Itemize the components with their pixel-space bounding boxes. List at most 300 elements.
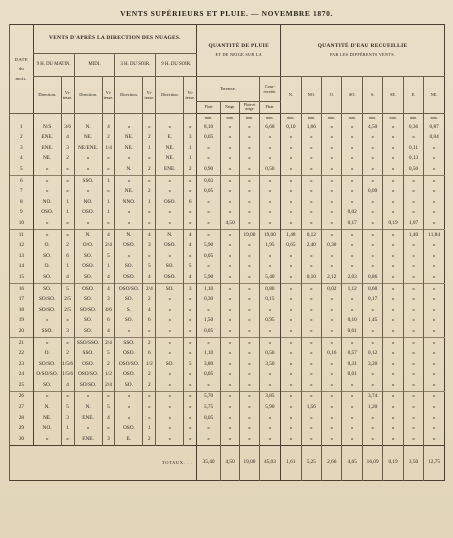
- table-cell: »: [240, 370, 259, 381]
- table-row: [10, 326, 445, 337]
- table-cell: »: [342, 143, 362, 154]
- table-cell: 0,65: [281, 241, 301, 252]
- table-cell: »: [156, 402, 184, 413]
- table-cell: »: [322, 208, 342, 219]
- table-cell: »: [220, 380, 239, 391]
- table-cell: 5: [184, 262, 197, 273]
- table-cell: »: [33, 434, 61, 445]
- courtyard-header: Cour-recette.: [259, 77, 281, 102]
- table-cell: 6: [184, 197, 197, 208]
- table-cell: »: [61, 337, 74, 348]
- table-cell: S.: [115, 305, 143, 316]
- table-cell: 2/4: [143, 283, 156, 294]
- table-cell: »: [362, 262, 382, 273]
- table-cell: »: [281, 380, 301, 391]
- table-cell: »: [240, 316, 259, 327]
- table-cell: 0,30: [322, 241, 342, 252]
- table-row: [10, 272, 445, 283]
- table-cell: »: [33, 175, 61, 186]
- table-cell: »: [115, 413, 143, 424]
- table-cell: »: [403, 380, 423, 391]
- table-cell: 5: [102, 251, 115, 262]
- table-cell: 0,01: [342, 370, 362, 381]
- table-cell: »: [424, 208, 445, 219]
- table-cell: ENE.: [33, 143, 61, 154]
- table-cell: NE.: [33, 154, 61, 165]
- table-cell: »: [281, 187, 301, 198]
- terrace-snow-header: Neige.: [220, 102, 239, 114]
- table-cell: »: [74, 187, 102, 198]
- table-cell: »: [362, 434, 382, 445]
- table-cell: »: [362, 133, 382, 144]
- table-cell: »: [301, 187, 321, 198]
- table-cell: »: [259, 197, 281, 208]
- table-cell: »: [143, 391, 156, 402]
- empty-cell: [10, 114, 34, 123]
- table-cell: »: [322, 337, 342, 348]
- table-cell: »: [424, 272, 445, 283]
- table-cell: »: [281, 370, 301, 381]
- table-cell: »: [342, 305, 362, 316]
- table-cell: »: [424, 295, 445, 306]
- table-cell: N/S: [33, 122, 61, 133]
- wind-col-NE: NE.: [424, 77, 445, 114]
- unit-cell: mm.: [281, 114, 301, 123]
- table-cell: 0,05: [197, 251, 221, 262]
- table-cell: 8,10: [197, 122, 221, 133]
- table-cell: 2/5: [61, 305, 74, 316]
- table-cell: SO/SO.: [74, 380, 102, 391]
- day-cell: 1: [10, 122, 34, 133]
- table-cell: 3: [102, 295, 115, 306]
- date-header-line2: du: [18, 66, 24, 72]
- table-cell: »: [156, 208, 184, 219]
- table-cell: »: [322, 197, 342, 208]
- table-cell: »: [301, 251, 321, 262]
- table-cell: »: [156, 434, 184, 445]
- table-cell: »: [156, 424, 184, 435]
- table-cell: ENE.: [33, 133, 61, 144]
- table-cell: 19,00: [259, 229, 281, 240]
- table-cell: »: [322, 122, 342, 133]
- table-cell: »: [281, 402, 301, 413]
- table-cell: »: [403, 348, 423, 359]
- table-cell: 2: [143, 370, 156, 381]
- table-cell: »: [220, 251, 239, 262]
- unit-cell: mm.: [220, 114, 239, 123]
- table-row: [10, 175, 445, 186]
- table-cell: »: [424, 164, 445, 175]
- table-cell: »: [281, 348, 301, 359]
- table-cell: »: [184, 218, 197, 229]
- table-cell: »: [362, 229, 382, 240]
- table-cell: »: [197, 218, 221, 229]
- direction-header: Direction.: [33, 77, 61, 114]
- day-cell: 8: [10, 197, 34, 208]
- period-header-noon: MIDI.: [74, 54, 115, 77]
- table-cell: SO.: [74, 316, 102, 327]
- table-cell: »: [301, 391, 321, 402]
- direction-header: Direction.: [115, 77, 143, 114]
- table-cell: »: [220, 370, 239, 381]
- table-cell: 2: [143, 164, 156, 175]
- table-cell: »: [281, 434, 301, 445]
- table-row: [10, 218, 445, 229]
- table-cell: »: [342, 241, 362, 252]
- empty-cell: [74, 114, 102, 123]
- table-row: [10, 434, 445, 445]
- table-cell: »: [301, 348, 321, 359]
- table-cell: »: [322, 359, 342, 370]
- table-cell: OSO.: [115, 241, 143, 252]
- table-cell: »: [259, 154, 281, 165]
- table-cell: »: [184, 326, 197, 337]
- table-cell: »: [220, 295, 239, 306]
- total-cell: 3,50: [403, 445, 423, 480]
- table-row: [10, 305, 445, 316]
- table-cell: »: [301, 197, 321, 208]
- table-cell: 3: [102, 434, 115, 445]
- unit-cell: mm.: [197, 114, 221, 123]
- table-cell: »: [156, 380, 184, 391]
- table-cell: »: [424, 402, 445, 413]
- day-cell: 23: [10, 359, 34, 370]
- table-cell: »: [383, 348, 403, 359]
- table-cell: N.: [74, 402, 102, 413]
- table-cell: 1: [102, 175, 115, 186]
- table-cell: OSO.: [115, 424, 143, 435]
- table-cell: SO/SO.: [33, 295, 61, 306]
- table-cell: »: [240, 187, 259, 198]
- table-cell: »: [322, 380, 342, 391]
- table-cell: »: [342, 295, 362, 306]
- table-cell: »: [362, 164, 382, 175]
- table-cell: »: [184, 348, 197, 359]
- table-cell: »: [322, 424, 342, 435]
- table-cell: »: [424, 424, 445, 435]
- table-cell: »: [322, 229, 342, 240]
- total-cell: 45,03: [259, 445, 281, 480]
- table-cell: »: [403, 208, 423, 219]
- table-cell: 4: [143, 272, 156, 283]
- table-cell: »: [220, 143, 239, 154]
- table-cell: »: [362, 424, 382, 435]
- table-cell: »: [281, 295, 301, 306]
- table-cell: OSO.: [33, 208, 61, 219]
- table-cell: »: [383, 175, 403, 186]
- table-cell: »: [301, 283, 321, 294]
- table-cell: »: [240, 241, 259, 252]
- table-cell: 3: [184, 133, 197, 144]
- table-cell: OSO.: [115, 272, 143, 283]
- table-cell: SO.: [74, 251, 102, 262]
- table-cell: »: [322, 251, 342, 262]
- table-cell: 2/5: [61, 295, 74, 306]
- table-row: [10, 402, 445, 413]
- table-cell: »: [61, 187, 74, 198]
- table-cell: »: [156, 348, 184, 359]
- table-cell: NO.: [33, 424, 61, 435]
- table-cell: »: [61, 175, 74, 186]
- table-cell: 0,05: [197, 413, 221, 424]
- table-cell: NE.: [33, 413, 61, 424]
- table-cell: »: [184, 251, 197, 262]
- table-cell: »: [240, 218, 259, 229]
- table-cell: »: [362, 143, 382, 154]
- table-cell: »: [424, 262, 445, 273]
- table-cell: »: [383, 359, 403, 370]
- table-cell: »: [197, 197, 221, 208]
- table-row: [10, 143, 445, 154]
- table-cell: »: [259, 337, 281, 348]
- table-cell: ENE.: [156, 164, 184, 175]
- table-cell: »: [240, 402, 259, 413]
- table-cell: »: [184, 295, 197, 306]
- table-cell: »: [322, 305, 342, 316]
- day-cell: 4: [10, 154, 34, 165]
- table-cell: »: [342, 175, 362, 186]
- table-cell: »: [281, 175, 301, 186]
- table-cell: »: [281, 208, 301, 219]
- table-cell: »: [301, 316, 321, 327]
- rain-quantity-title: QUANTITÉ DE PLUIE: [208, 43, 269, 50]
- table-cell: »: [301, 133, 321, 144]
- table-cell: »: [240, 262, 259, 273]
- day-cell: 19: [10, 316, 34, 327]
- unit-cell: mm.: [322, 114, 342, 123]
- day-cell: 16: [10, 283, 34, 294]
- table-cell: »: [259, 133, 281, 144]
- table-row: [10, 262, 445, 273]
- table-row: [10, 370, 445, 381]
- table-cell: SSO.: [74, 348, 102, 359]
- table-cell: »: [220, 241, 239, 252]
- table-cell: »: [240, 208, 259, 219]
- table-cell: »: [33, 391, 61, 402]
- table-cell: 4: [102, 229, 115, 240]
- table-cell: 0,17: [342, 218, 362, 229]
- table-cell: 0,86: [362, 272, 382, 283]
- table-cell: »: [220, 154, 239, 165]
- table-cell: »: [322, 295, 342, 306]
- table-cell: »: [197, 424, 221, 435]
- table-cell: »: [220, 348, 239, 359]
- table-cell: »: [403, 175, 423, 186]
- table-row: [10, 413, 445, 424]
- table-cell: »: [403, 283, 423, 294]
- day-cell: 25: [10, 380, 34, 391]
- table-cell: »: [281, 337, 301, 348]
- total-cell: 16,09: [362, 445, 382, 480]
- unit-cell: mm.: [259, 114, 281, 123]
- table-cell: 5: [61, 283, 74, 294]
- table-cell: 0,05: [197, 187, 221, 198]
- unit-cell: mm.: [240, 114, 259, 123]
- table-cell: »: [322, 164, 342, 175]
- table-cell: 1/2: [143, 359, 156, 370]
- table-cell: »: [197, 229, 221, 240]
- table-cell: 3/6: [61, 122, 74, 133]
- table-cell: SO.: [115, 295, 143, 306]
- table-cell: 1,50: [197, 316, 221, 327]
- table-cell: »: [220, 326, 239, 337]
- table-cell: »: [342, 251, 362, 262]
- total-cell: 2,66: [322, 445, 342, 480]
- table-cell: 4: [102, 272, 115, 283]
- table-cell: »: [156, 391, 184, 402]
- total-cell: 0,19: [383, 445, 403, 480]
- day-cell: 20: [10, 326, 34, 337]
- table-cell: NNO.: [115, 197, 143, 208]
- table-cell: SO.: [74, 295, 102, 306]
- table-cell: »: [61, 229, 74, 240]
- table-cell: 3: [184, 283, 197, 294]
- table-cell: »: [259, 208, 281, 219]
- table-cell: »: [383, 133, 403, 144]
- table-cell: »: [424, 413, 445, 424]
- table-cell: N.: [33, 402, 61, 413]
- table-cell: 4: [184, 241, 197, 252]
- table-cell: »: [281, 424, 301, 435]
- table-cell: 0,04: [424, 133, 445, 144]
- table-cell: »: [156, 251, 184, 262]
- table-cell: OSO/SO.: [74, 370, 102, 381]
- table-cell: 1: [61, 424, 74, 435]
- table-cell: 4: [61, 133, 74, 144]
- table-cell: 3,80: [197, 359, 221, 370]
- table-cell: »: [220, 337, 239, 348]
- day-cell: 6: [10, 175, 34, 186]
- table-cell: »: [240, 143, 259, 154]
- day-cell: 26: [10, 391, 34, 402]
- table-cell: »: [424, 251, 445, 262]
- table-cell: »: [383, 283, 403, 294]
- table-cell: SO.: [33, 380, 61, 391]
- table-cell: 1: [61, 197, 74, 208]
- table-cell: »: [424, 370, 445, 381]
- table-cell: 4: [102, 413, 115, 424]
- table-cell: »: [403, 402, 423, 413]
- table-cell: »: [342, 122, 362, 133]
- day-cell: 30: [10, 434, 34, 445]
- table-cell: »: [240, 305, 259, 316]
- table-cell: 4: [61, 272, 74, 283]
- table-cell: 0,19: [383, 218, 403, 229]
- empty-cell: [184, 114, 197, 123]
- table-cell: »: [342, 154, 362, 165]
- table-cell: »: [115, 402, 143, 413]
- period-header-9am: 9 H. DU MATIN.: [33, 54, 74, 77]
- table-cell: »: [220, 305, 239, 316]
- table-cell: »: [383, 370, 403, 381]
- table-row: [10, 241, 445, 252]
- table-cell: »: [220, 122, 239, 133]
- table-cell: »: [281, 251, 301, 262]
- table-cell: 5: [143, 262, 156, 273]
- table-cell: »: [383, 143, 403, 154]
- table-cell: »: [156, 337, 184, 348]
- table-cell: 3: [61, 413, 74, 424]
- table-cell: »: [383, 208, 403, 219]
- table-cell: »: [259, 187, 281, 198]
- table-cell: 5,75: [197, 402, 221, 413]
- unit-cell: mm.: [362, 114, 382, 123]
- table-cell: 0,50: [259, 348, 281, 359]
- collected-water-subtitle: PAR LES DIFFÉRENTS VENTS.: [329, 51, 396, 57]
- table-cell: NE.: [156, 143, 184, 154]
- table-cell: »: [33, 164, 61, 175]
- table-cell: SO.: [33, 251, 61, 262]
- table-cell: 5: [102, 402, 115, 413]
- table-cell: »: [184, 370, 197, 381]
- table-cell: »: [403, 359, 423, 370]
- table-cell: »: [322, 434, 342, 445]
- table-cell: »: [197, 305, 221, 316]
- table-cell: »: [424, 197, 445, 208]
- table-cell: SSO.: [74, 175, 102, 186]
- table-cell: »: [240, 133, 259, 144]
- table-cell: »: [156, 305, 184, 316]
- date-header-line3: mois.: [15, 75, 28, 81]
- table-cell: »: [322, 262, 342, 273]
- table-cell: »: [220, 164, 239, 175]
- table-cell: 3,50: [259, 359, 281, 370]
- table-cell: »: [240, 122, 259, 133]
- table-cell: 4: [102, 122, 115, 133]
- table-cell: »: [240, 154, 259, 165]
- table-cell: 2: [184, 164, 197, 175]
- table-cell: »: [342, 337, 362, 348]
- table-cell: 0,16: [322, 348, 342, 359]
- table-cell: N.: [156, 229, 184, 240]
- table-cell: »: [74, 154, 102, 165]
- day-cell: 29: [10, 424, 34, 435]
- table-cell: N.: [115, 229, 143, 240]
- table-cell: »: [383, 413, 403, 424]
- table-cell: 11,84: [424, 229, 445, 240]
- table-cell: SO.: [156, 262, 184, 273]
- table-cell: »: [240, 283, 259, 294]
- table-cell: »: [403, 272, 423, 283]
- table-cell: 3: [143, 241, 156, 252]
- table-cell: 1/2: [102, 370, 115, 381]
- table-cell: »: [220, 197, 239, 208]
- table-cell: »: [403, 413, 423, 424]
- table-cell: 2: [61, 348, 74, 359]
- table-cell: 1/5/6: [61, 370, 74, 381]
- table-cell: NE.: [115, 133, 143, 144]
- unit-cell: mm.: [383, 114, 403, 123]
- table-cell: »: [403, 262, 423, 273]
- table-cell: »: [33, 187, 61, 198]
- table-cell: »: [342, 229, 362, 240]
- table-cell: »: [259, 370, 281, 381]
- day-cell: 28: [10, 413, 34, 424]
- table-row: [10, 316, 445, 327]
- table-cell: 4: [102, 283, 115, 294]
- table-cell: »: [342, 413, 362, 424]
- table-row: [10, 154, 445, 165]
- table-cell: NE.: [156, 154, 184, 165]
- table-row: [10, 295, 445, 306]
- table-row: [10, 197, 445, 208]
- table-cell: »: [220, 175, 239, 186]
- table-cell: »: [383, 434, 403, 445]
- table-cell: »: [259, 413, 281, 424]
- table-cell: 0,02: [322, 283, 342, 294]
- table-cell: »: [322, 218, 342, 229]
- table-cell: 1: [143, 424, 156, 435]
